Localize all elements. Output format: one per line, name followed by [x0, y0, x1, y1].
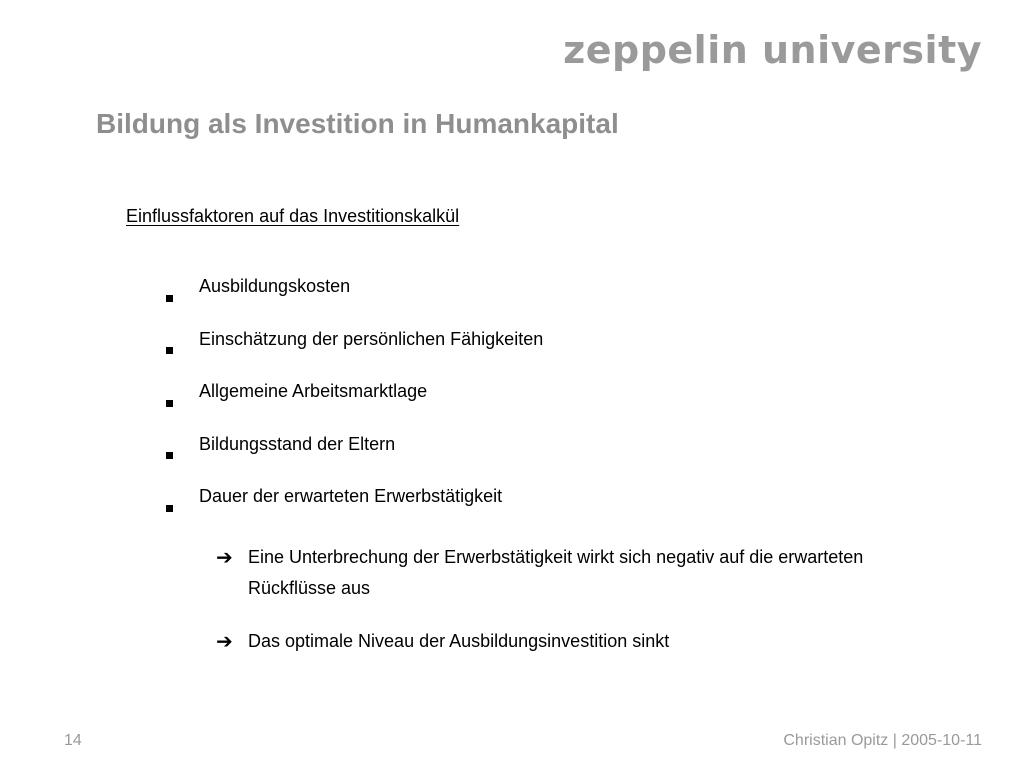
list-item	[166, 272, 543, 325]
consequence-item	[216, 542, 896, 604]
footer-author-date: Christian Opitz | 2005-10-11	[783, 732, 982, 749]
list-item-text: Allgemeine Arbeitsmarktlage	[199, 381, 428, 402]
consequence-text: Eine Unterbrechung der Erwerbstätigkeit wirkt sich negativ auf die erwarteten Rückflüsse aus	[248, 547, 864, 598]
square-bullet-icon	[166, 452, 173, 459]
factor-list	[166, 272, 543, 535]
square-bullet-icon	[166, 400, 173, 407]
list-item-text: Ausbildungskosten	[199, 276, 351, 297]
list-item	[166, 325, 543, 378]
slide-title: Bildung als Investition in Humankapital	[96, 108, 619, 139]
list-item-text: Bildungsstand der Eltern	[199, 433, 396, 454]
list-item	[166, 430, 543, 483]
square-bullet-icon	[166, 505, 173, 512]
list-item	[166, 377, 543, 430]
square-bullet-icon	[166, 295, 173, 302]
square-bullet-icon	[166, 347, 173, 354]
right-arrow-icon: ➔	[216, 629, 233, 653]
list-item-text: Einschätzung der persönlichen Fähigkeiten	[199, 328, 544, 349]
list-item-text: Dauer der erwarteten Erwerbstätigkeit	[199, 486, 503, 507]
list-item	[166, 482, 543, 535]
university-logo: zeppelin university	[563, 28, 982, 72]
consequence-text: Das optimale Niveau der Ausbildungsinvestition sinkt	[248, 631, 670, 651]
section-subheading: Einflussfaktoren auf das Investitionskalkül	[126, 206, 460, 226]
consequence-item	[216, 626, 916, 657]
right-arrow-icon: ➔	[216, 545, 233, 569]
page-number: 14	[64, 732, 82, 749]
